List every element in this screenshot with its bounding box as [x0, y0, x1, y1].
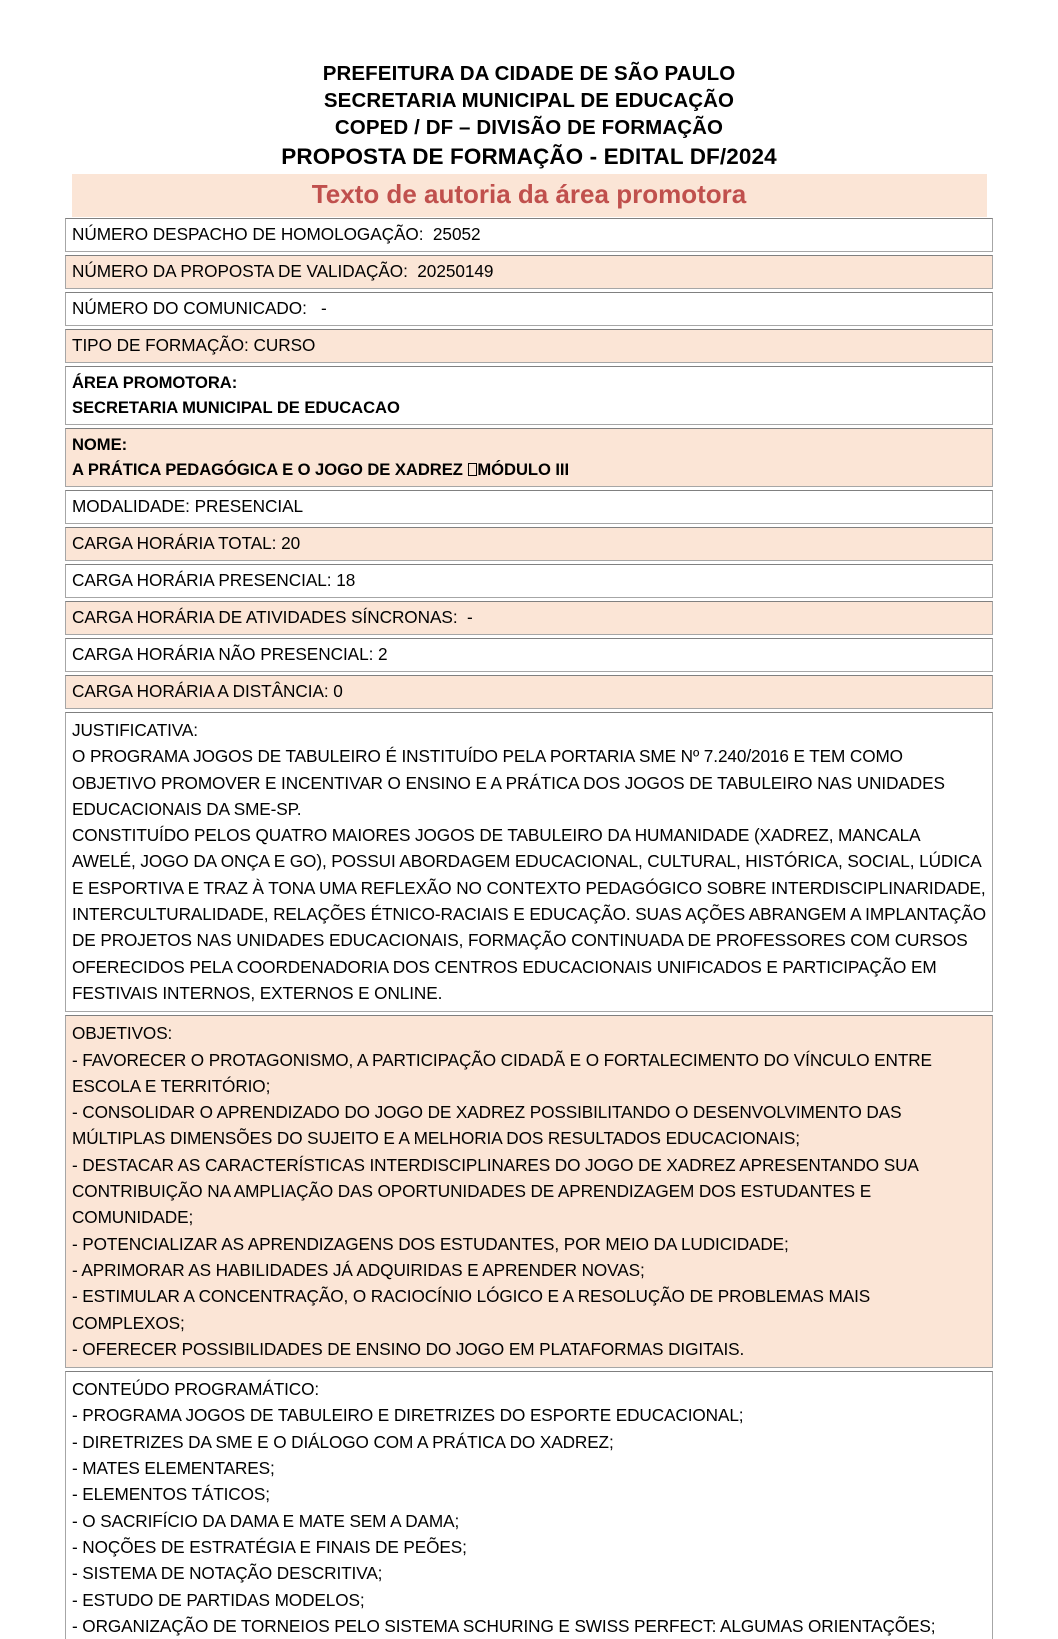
block-conteudo-programatico [65, 1371, 993, 1639]
conteudo-item: - ESTUDO DE PARTIDAS MODELOS; [72, 1589, 365, 1610]
row-nome [65, 428, 993, 487]
row-modalidade [65, 490, 993, 524]
comunicado-text: NÚMERO DO COMUNICADO: - [72, 298, 327, 318]
carga-presencial-text: CARGA HORÁRIA PRESENCIAL: 18 [72, 570, 356, 590]
conteudo-item: - SISTEMA DE NOTAÇÃO DESCRITIVA; [72, 1563, 383, 1584]
nome-label: NOME: [72, 435, 128, 454]
area-promotora-value: SECRETARIA MUNICIPAL DE EDUCACAO [72, 398, 400, 417]
modalidade-text: MODALIDADE: PRESENCIAL [72, 496, 303, 516]
objetivos-item: - POTENCIALIZAR AS APRENDIZAGENS DOS ESTUDANTES, POR MEIO DA LUDICIDADE; [72, 1233, 789, 1254]
nome-value-after: MÓDULO III [477, 460, 570, 479]
tipo-formacao-text: TIPO DE FORMAÇÃO: CURSO [72, 335, 316, 355]
row-carga-distancia [65, 675, 993, 709]
objetivos-label: OBJETIVOS: [72, 1023, 173, 1044]
objetivos-item: - DESTACAR AS CARACTERÍSTICAS INTERDISCIPLINARES DO JOGO DE XADREZ APRESENTANDO SUA CONTRIBUIÇÃO NA AMPLIAÇÃO DAS OPORTUNIDADES DE APRENDIZAGEM DOS ESTUDANTES E COMUNIDADE; [72, 1154, 918, 1228]
row-comunicado [65, 292, 993, 326]
row-carga-total [65, 527, 993, 561]
header-line-prefeitura: PREFEITURA DA CIDADE DE SÃO PAULO [322, 62, 736, 85]
row-carga-presencial [65, 564, 993, 598]
block-justificativa [65, 712, 993, 1012]
area-promotora-label: ÁREA PROMOTORA: [72, 373, 238, 392]
carga-sincronas-text: CARGA HORÁRIA DE ATIVIDADES SÍNCRONAS: - [72, 607, 473, 627]
row-despacho-homologacao [65, 218, 993, 252]
header-line-secretaria: SECRETARIA MUNICIPAL DE EDUCAÇÃO [323, 89, 735, 112]
objetivos-item: - FAVORECER O PROTAGONISMO, A PARTICIPAÇÃO CIDADÃ E O FORTALECIMENTO DO VÍNCULO ENTRE ESCOLA E TERRITÓRIO; [72, 1049, 932, 1096]
carga-total-text: CARGA HORÁRIA TOTAL: 20 [72, 533, 301, 553]
objetivos-item: - APRIMORAR AS HABILIDADES JÁ ADQUIRIDAS E APRENDER NOVAS; [72, 1259, 645, 1280]
despacho-homologacao-text: NÚMERO DESPACHO DE HOMOLOGAÇÃO: 25052 [72, 224, 481, 244]
conteudo-item: - O SACRIFÍCIO DA DAMA E MATE SEM A DAMA; [72, 1510, 460, 1531]
conteudo-label: CONTEÚDO PROGRAMÁTICO: [72, 1379, 320, 1400]
carga-nao-presencial-text: CARGA HORÁRIA NÃO PRESENCIAL: 2 [72, 644, 388, 664]
conteudo-item: - ELEMENTOS TÁTICOS; [72, 1484, 270, 1505]
banner [72, 174, 987, 217]
missing-glyph-icon [468, 463, 477, 476]
banner-title: Texto de autoria da área promotora [311, 179, 747, 209]
objetivos-item: - ESTIMULAR A CONCENTRAÇÃO, O RACIOCÍNIO LÓGICO E A RESOLUÇÃO DE PROBLEMAS MAIS COMPLEXOS; [72, 1286, 871, 1333]
objetivos-item: - OFERECER POSSIBILIDADES DE ENSINO DO JOGO EM PLATAFORMAS DIGITAIS. [72, 1338, 745, 1359]
nome-value-before: A PRÁTICA PEDAGÓGICA E O JOGO DE XADREZ [72, 460, 468, 479]
carga-distancia-text: CARGA HORÁRIA A DISTÂNCIA: 0 [72, 681, 343, 701]
document-header [0, 0, 1058, 172]
proposta-validacao-text: NÚMERO DA PROPOSTA DE VALIDAÇÃO: 20250149 [72, 261, 494, 281]
fields-table [65, 218, 993, 1639]
conteudo-item: - MATES ELEMENTARES; [72, 1458, 275, 1479]
header-line-coped: COPED / DF – DIVISÃO DE FORMAÇÃO [334, 116, 724, 139]
justificativa-paragraph: CONSTITUÍDO PELOS QUATRO MAIORES JOGOS DE TABULEIRO DA HUMANIDADE (XADREZ, MANCALA AWELÉ, JOGO DA ONÇA E GO), POSSUI ABORDAGEM EDUCACIONAL, CULTURAL, HISTÓRICA, SOCIAL, LÚDICA E ESPORTIVA E TRAZ À TONA UMA REFLEXÃO NO CONTEXTO PEDAGÓGICO SOBRE INTERDISCIPLINARIDADE, INTERCULTURALIDADE, RELAÇÕES ÉTNICO-RACIAIS E EDUCAÇÃO. SUAS AÇÕES ABRANGEM A IMPLANTAÇÃO DE PROJETOS NAS UNIDADES EDUCACIONAIS, FORMAÇÃO CONTINUADA DE PROFESSORES COM CURSOS OFERECIDOS PELA COORDENADORIA DOS CENTROS EDUCACIONAIS UNIFICADOS E PARTICIPAÇÃO EM FESTIVAIS INTERNOS, EXTERNOS E ONLINE. [72, 825, 987, 1003]
conteudo-item: - PROGRAMA JOGOS DE TABULEIRO E DIRETRIZES DO ESPORTE EDUCACIONAL; [72, 1405, 744, 1426]
conteudo-item: - NOÇÕES DE ESTRATÉGIA E FINAIS DE PEÕES; [72, 1536, 467, 1557]
row-proposta-validacao [65, 255, 993, 289]
justificativa-label: JUSTIFICATIVA: [72, 720, 198, 740]
row-area-promotora [65, 366, 993, 425]
objetivos-item: - CONSOLIDAR O APRENDIZADO DO JOGO DE XADREZ POSSIBILITANDO O DESENVOLVIMENTO DAS MÚLTIPLAS DIMENSÕES DO SUJEITO E A MELHORIA DOS RESULTADOS EDUCACIONAIS; [72, 1102, 902, 1149]
row-carga-sincronas [65, 601, 993, 635]
row-tipo-formacao [65, 329, 993, 363]
conteudo-item: - DIRETRIZES DA SME E O DIÁLOGO COM A PRÁTICA DO XADREZ; [72, 1431, 614, 1452]
conteudo-item: - ORGANIZAÇÃO DE TORNEIOS PELO SISTEMA SCHURING E SWISS PERFECT: ALGUMAS ORIENTAÇÕES; [72, 1615, 936, 1636]
header-line-proposta: PROPOSTA DE FORMAÇÃO - EDITAL DF/2024 [281, 144, 777, 169]
block-objetivos [65, 1015, 993, 1368]
justificativa-paragraph: O PROGRAMA JOGOS DE TABULEIRO É INSTITUÍDO PELA PORTARIA SME Nº 7.240/2016 E TEM COMO OBJETIVO PROMOVER E INCENTIVAR O ENSINO E A PRÁTICA DOS JOGOS DE TABULEIRO NAS UNIDADES EDUCACIONAIS DA SME-SP. [72, 746, 945, 819]
row-carga-nao-presencial [65, 638, 993, 672]
nome-value [72, 457, 990, 482]
